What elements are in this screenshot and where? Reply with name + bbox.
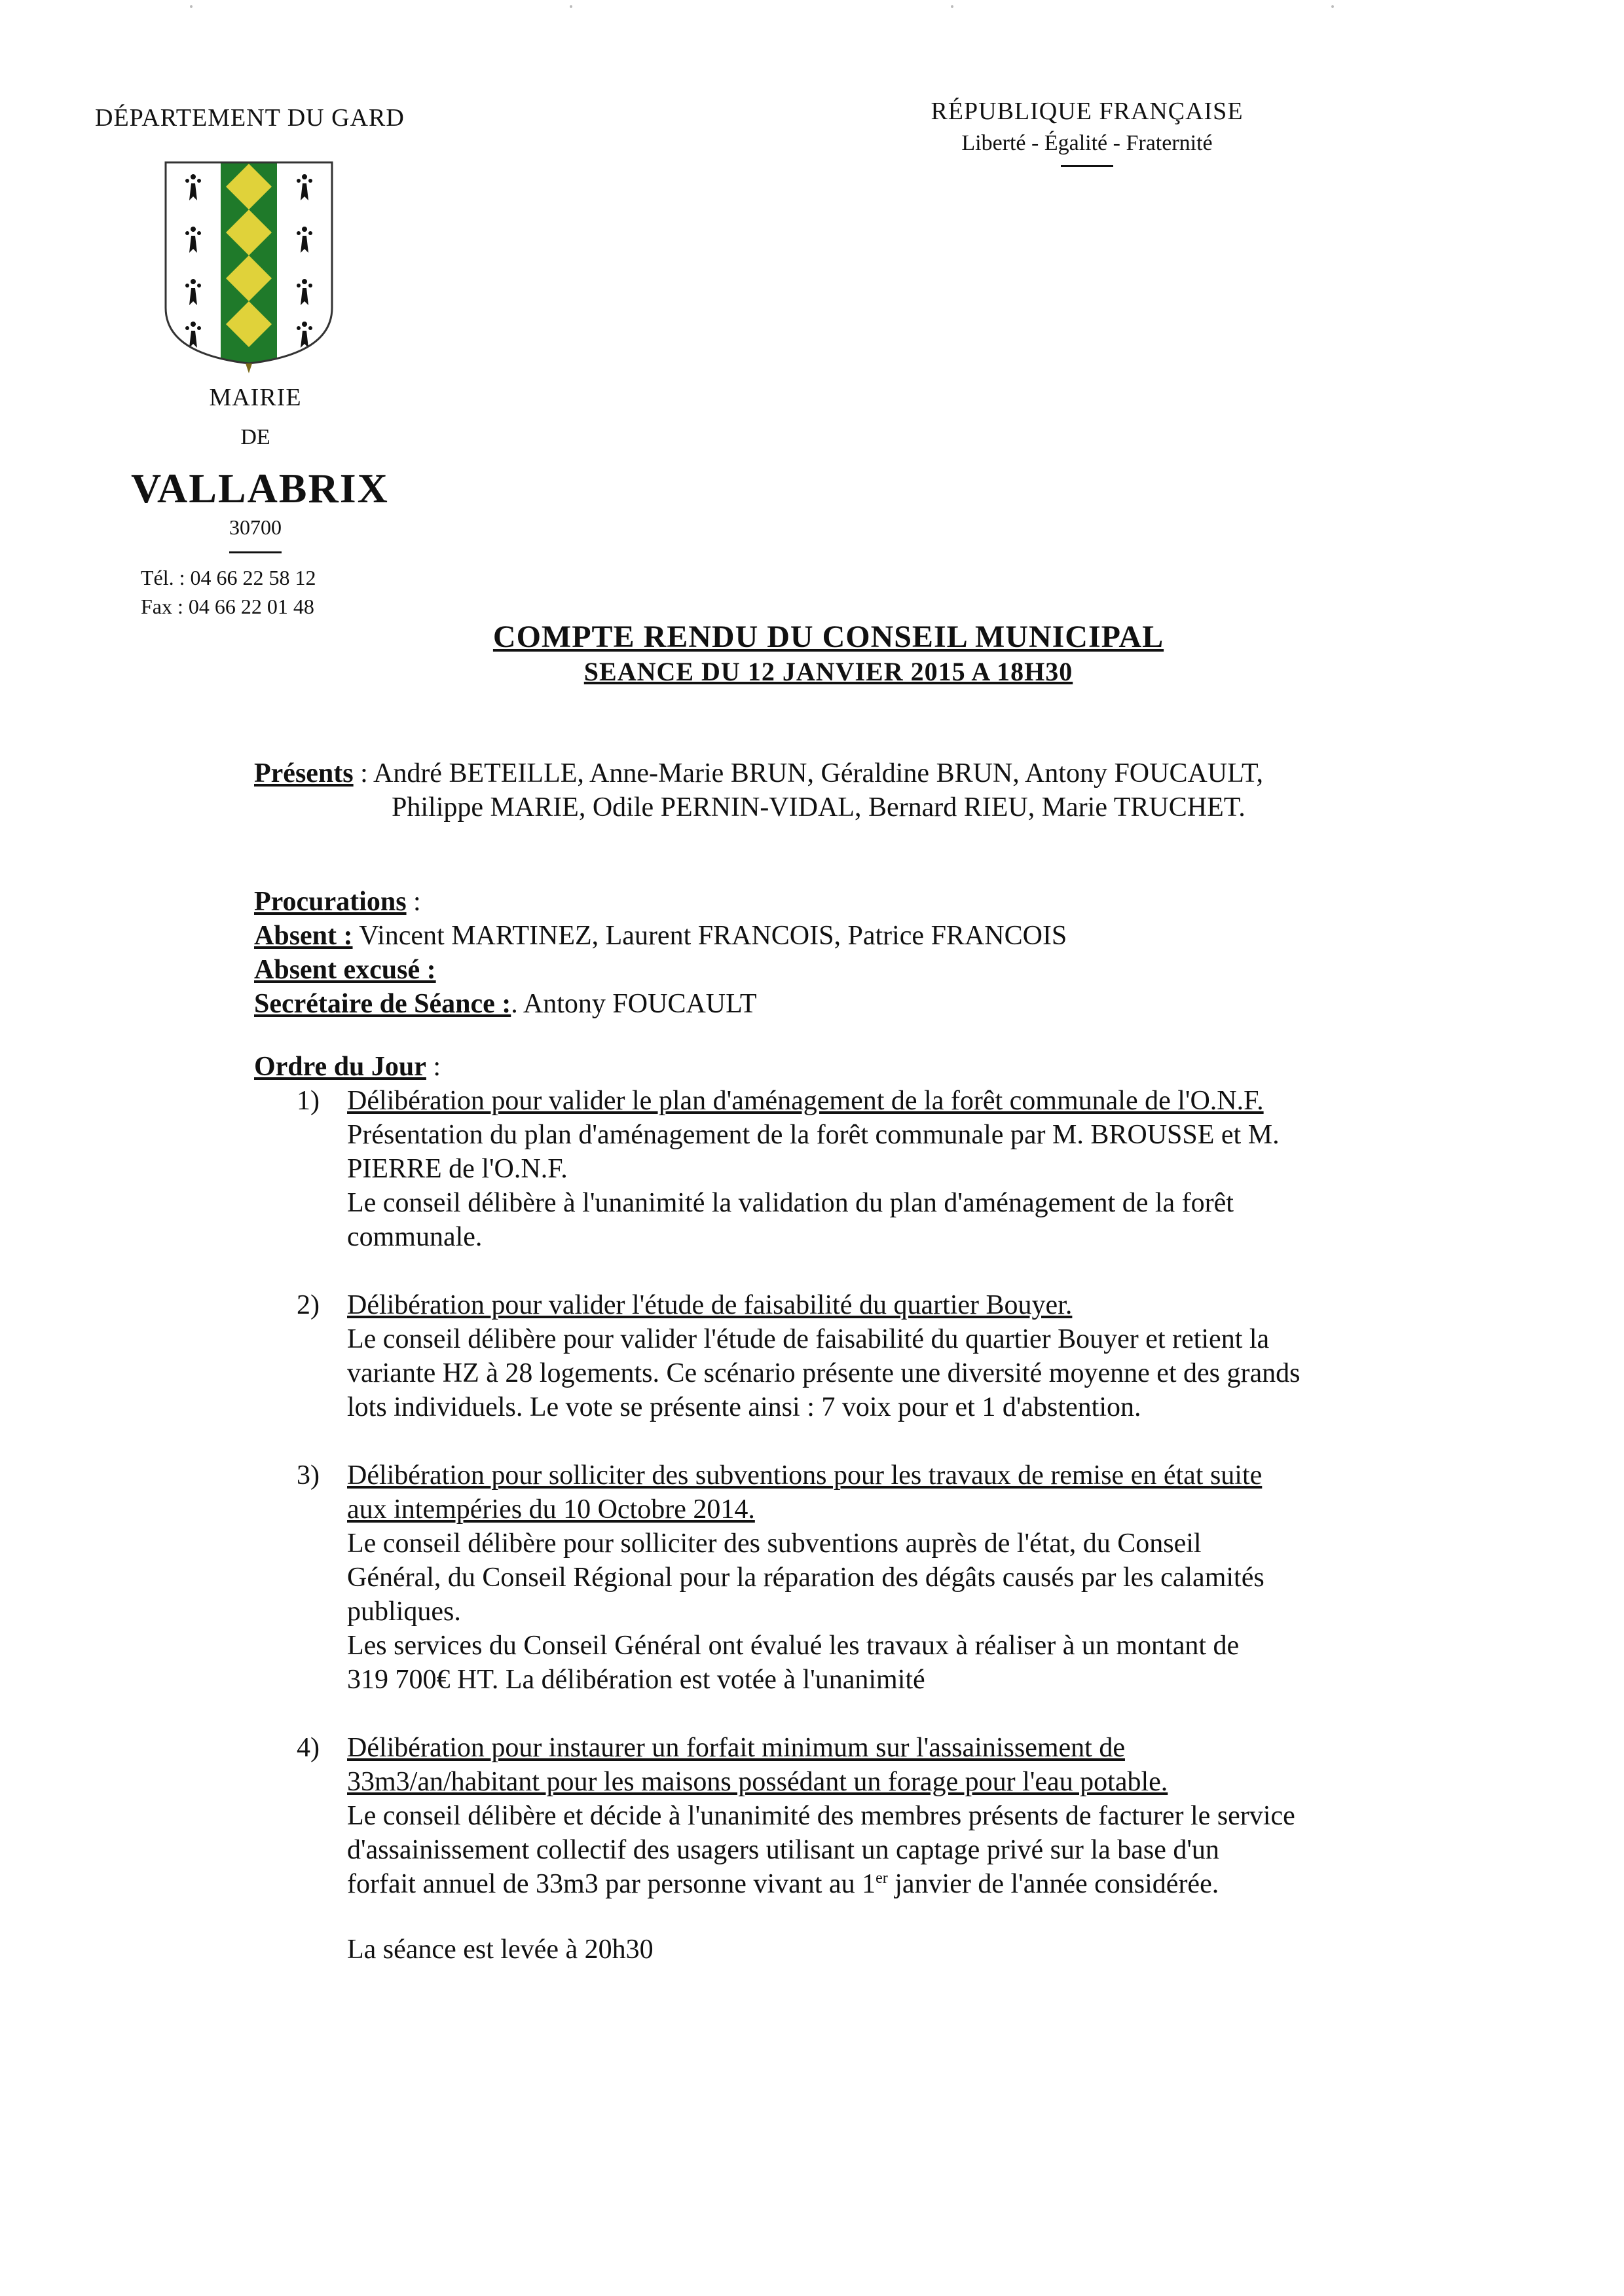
presents-label: Présents bbox=[254, 758, 354, 788]
republic-header bbox=[904, 97, 1270, 167]
procurations-line: Procurations : bbox=[254, 887, 421, 917]
item-number: 4) bbox=[297, 1733, 320, 1763]
fax-number: Fax : 04 66 22 01 48 bbox=[141, 595, 314, 618]
absent-names: Vincent MARTINEZ, Laurent FRANCOIS, Patrice FRANCOIS bbox=[359, 921, 1067, 951]
mairie-label: MAIRIE bbox=[209, 384, 302, 411]
closing-text: La séance est levée à 20h30 bbox=[347, 1935, 654, 1965]
item-number: 3) bbox=[297, 1460, 320, 1491]
item-text: Présentation du plan d'aménagement de la forêt communale par M. BROUSSE et M. bbox=[347, 1120, 1280, 1150]
item-text: Le conseil délibère pour solliciter des subventions auprès de l'état, du Conseil bbox=[347, 1528, 1202, 1559]
item-text: d'assainissement collectif des usagers utilisant un captage privé sur la base d'un bbox=[347, 1835, 1219, 1865]
item-text: lots individuels. Le vote se présente ainsi : 7 voix pour et 1 d'abstention. bbox=[347, 1392, 1141, 1422]
department-label: DÉPARTEMENT DU GARD bbox=[95, 104, 405, 132]
excuse-label: Absent excusé : bbox=[254, 955, 436, 985]
republic-label: RÉPUBLIQUE FRANÇAISE bbox=[931, 98, 1244, 125]
agenda-label: Ordre du Jour bbox=[254, 1052, 426, 1082]
item-text: Le conseil délibère pour valider l'étude de faisabilité du quartier Bouyer et retient la bbox=[347, 1324, 1270, 1354]
de-label: DE bbox=[240, 425, 270, 449]
phone-number: Tél. : 04 66 22 58 12 bbox=[141, 566, 316, 589]
item-text bbox=[347, 1867, 1420, 1901]
presents-names-2: Philippe MARIE, Odile PERNIN-VIDAL, Bernard RIEU, Marie TRUCHET. bbox=[392, 792, 1246, 823]
document-title bbox=[380, 619, 1277, 687]
item-text: PIERRE de l'O.N.F. bbox=[347, 1154, 568, 1184]
agenda-item-4 bbox=[254, 1731, 1420, 1967]
town-name: VALLABRIX bbox=[131, 465, 389, 511]
item-title: Délibération pour instaurer un forfait minimum sur l'assainissement de bbox=[347, 1733, 1125, 1763]
presents-names-1: André BETEILLE, Anne-Marie BRUN, Géraldine BRUN, Antony FOUCAULT, bbox=[373, 758, 1263, 788]
scan-mark bbox=[570, 5, 572, 8]
item-text: variante HZ à 28 logements. Ce scénario présente une diversité moyenne et des grands bbox=[347, 1358, 1301, 1388]
postcode: 30700 bbox=[229, 515, 282, 539]
absent-label: Absent : bbox=[254, 921, 353, 951]
scan-mark bbox=[1331, 5, 1334, 8]
item-title: Délibération pour valider le plan d'aménagement de la forêt communale de l'O.N.F. bbox=[347, 1086, 1264, 1116]
republic-motto: Liberté - Égalité - Fraternité bbox=[961, 131, 1213, 155]
agenda-item-3 bbox=[254, 1458, 1420, 1697]
agenda-item-2 bbox=[254, 1288, 1420, 1424]
title-line-1: COMPTE RENDU DU CONSEIL MUNICIPAL bbox=[492, 620, 1164, 654]
procurations-label: Procurations bbox=[254, 887, 407, 917]
item-number: 2) bbox=[297, 1290, 320, 1320]
item-title: Délibération pour valider l'étude de faisabilité du quartier Bouyer. bbox=[347, 1290, 1073, 1320]
title-line-2: SEANCE DU 12 JANVIER 2015 A 18H30 bbox=[583, 657, 1073, 686]
agenda-heading: Ordre du Jour : bbox=[254, 1052, 441, 1082]
superscript: er bbox=[876, 1870, 888, 1887]
item-text: Les services du Conseil Général ont évalué les travaux à réaliser à un montant de bbox=[347, 1631, 1240, 1661]
divider bbox=[1061, 165, 1113, 167]
secretary-name: . Antony FOUCAULT bbox=[511, 989, 757, 1019]
item-text: publiques. bbox=[347, 1597, 461, 1627]
item-text-part: janvier de l'année considérée. bbox=[887, 1869, 1219, 1899]
scan-mark bbox=[190, 5, 193, 8]
document-body bbox=[254, 756, 1420, 1967]
secretary-label: Secrétaire de Séance : bbox=[254, 989, 511, 1019]
town-hall-block bbox=[131, 383, 389, 553]
item-text: communale. bbox=[347, 1222, 483, 1252]
item-text-part: forfait annuel de 33m3 par personne vivant au 1 bbox=[347, 1869, 876, 1899]
presents-line: Présents : André BETEILLE, Anne-Marie BRUN, Géraldine BRUN, Antony FOUCAULT, bbox=[254, 758, 1263, 788]
item-title: aux intempéries du 10 Octobre 2014. bbox=[347, 1494, 755, 1525]
item-title: 33m3/an/habitant pour les maisons possédant un forage pour l'eau potable. bbox=[347, 1767, 1168, 1797]
item-title: Délibération pour solliciter des subventions pour les travaux de remise en état suite bbox=[347, 1460, 1263, 1491]
secretary-line bbox=[254, 987, 1420, 1021]
item-text: Général, du Conseil Régional pour la réparation des dégâts causés par les calamités bbox=[347, 1563, 1264, 1593]
coat-of-arms-icon bbox=[160, 157, 337, 373]
absent-line bbox=[254, 919, 1420, 953]
item-text: Le conseil délibère à l'unanimité la validation du plan d'aménagement de la forêt bbox=[347, 1188, 1234, 1218]
item-text: Le conseil délibère et décide à l'unanimité des membres présents de facturer le service bbox=[347, 1801, 1295, 1831]
item-number: 1) bbox=[297, 1086, 320, 1116]
agenda-item-1 bbox=[254, 1084, 1420, 1254]
scan-mark bbox=[951, 5, 953, 8]
divider bbox=[229, 551, 282, 553]
excuse-line bbox=[254, 953, 1420, 987]
item-text: 319 700€ HT. La délibération est votée à l'unanimité bbox=[347, 1665, 925, 1695]
contact-block bbox=[141, 563, 316, 621]
